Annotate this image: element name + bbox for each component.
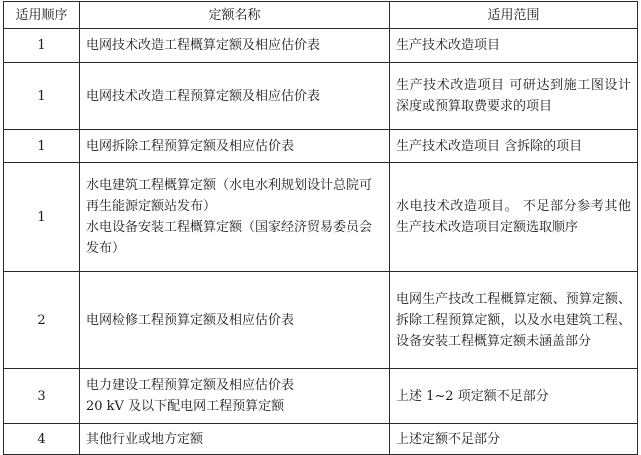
quota-name-cell — [80, 272, 390, 369]
quota-name-line: 电网检修工程预算定额及相应估价表 — [86, 312, 295, 328]
table-row — [4, 29, 638, 63]
quota-name-line: 电网技术改造工程概算定额及相应估价表 — [86, 38, 321, 53]
header-quota-name: 定额名称 — [80, 2, 390, 29]
header-order: 适用顺序 — [4, 2, 80, 29]
order-cell: 1 — [4, 130, 80, 163]
quota-name-line: 电力建设工程预算定额及相应估价表 — [86, 378, 295, 393]
order-cell: 2 — [4, 272, 80, 369]
scope-cell: 电网生产技改工程概算定额、预算定额、拆除工程预算定额，以及水电建筑工程、设备安装工程概算定额未涵盖部分 — [390, 272, 638, 369]
order-cell: 3 — [4, 369, 80, 424]
quota-name-line: 水电设备安装工程概算定额（国家经济贸易委员会发布） — [86, 220, 373, 256]
quota-name-cell — [80, 130, 390, 163]
scope-cell: 生产技术改造项目 可研达到施工图设计深度或预算取费要求的项目 — [390, 63, 638, 130]
table-row — [4, 424, 638, 455]
order-cell: 4 — [4, 424, 80, 455]
table-row — [4, 163, 638, 272]
header-scope: 适用范围 — [390, 2, 638, 29]
quota-name-cell — [80, 369, 390, 424]
quota-name-line: 水电建筑工程概算定额（水电水利规划设计总院可再生能源定额站发布） — [86, 178, 373, 214]
quota-name-cell — [80, 424, 390, 455]
quota-name-cell — [80, 163, 390, 272]
quota-name-line: 20 kV 及以下配电网工程预算定额 — [86, 399, 285, 414]
table-row — [4, 130, 638, 163]
order-cell: 1 — [4, 29, 80, 63]
scope-cell: 上述定额不足部分 — [390, 424, 638, 455]
scope-cell: 水电技术改造项目。 不足部分参考其他生产技术改造项目定额选取顺序 — [390, 163, 638, 272]
scope-cell: 生产技术改造项目 含拆除的项目 — [390, 130, 638, 163]
quota-name-line: 其他行业或地方定额 — [86, 431, 204, 447]
table-header-row — [4, 2, 638, 29]
table-row — [4, 369, 638, 424]
quota-application-table — [3, 1, 638, 455]
quota-name-line: 电网拆除工程预算定额及相应估价表 — [86, 138, 295, 154]
quota-name-cell — [80, 63, 390, 130]
order-cell: 1 — [4, 63, 80, 130]
table-row — [4, 63, 638, 130]
order-cell: 1 — [4, 163, 80, 272]
scope-cell: 上述 1~2 项定额不足部分 — [390, 369, 638, 424]
quota-name-cell — [80, 29, 390, 63]
quota-name-line: 电网技术改造工程预算定额及相应估价表 — [86, 88, 321, 104]
scope-cell: 生产技术改造项目 — [390, 29, 638, 63]
table-row — [4, 272, 638, 369]
